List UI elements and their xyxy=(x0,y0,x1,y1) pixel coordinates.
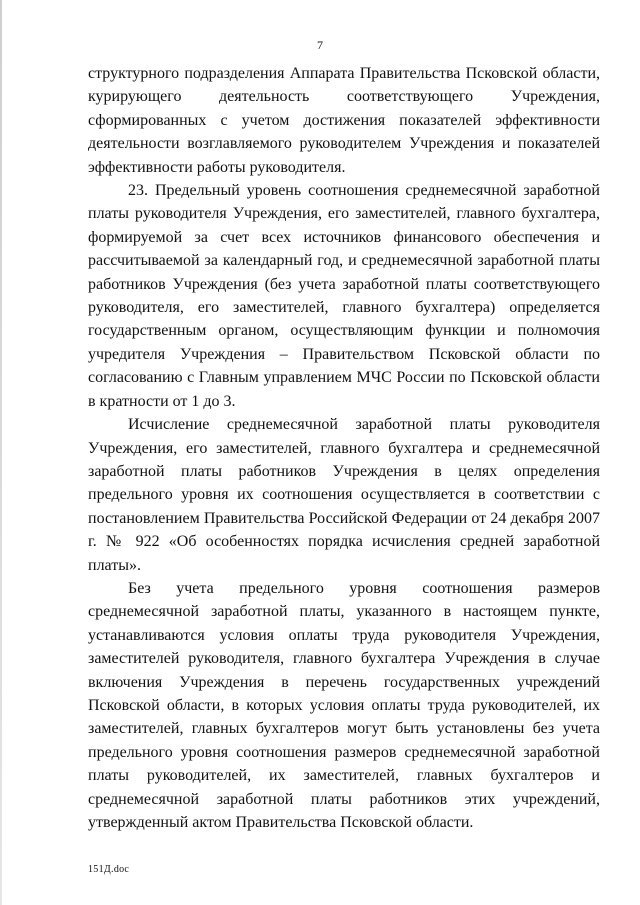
paragraph-item-23: 23. Предельный уровень соотношения среднемесячной заработной платы руководителя Учреждения, его заместителей, главного бухгалтера, формируемой за счет всех источников финансового обеспечения и рассчитываемой за календарный год, и среднемесячной заработной платы работников Учреждения (без учета заработной платы соответствующего руководителя, его заместителей, главного бухгалтера) определяется государственным органом, осуществляющим функции и полномочия учредителя Учреждения – Правительством Псковской области по согласованию с Главным управлением МЧС России по Псковской области в кратности от 1 до 3. xyxy=(88,182,600,410)
document-body xyxy=(88,62,600,834)
paragraph-continuation: структурного подразделения Аппарата Правительства Псковской области, курирующего деятельность соответствующего Учреждения, сформированных с учетом достижения показателей эффективности деятельности возглавляемого руководителем Учреждения и показателей эффективности работы руководителя. xyxy=(88,65,600,176)
footer-filename: 151Д.doc xyxy=(88,864,130,875)
paragraph-calculation: Исчисление среднемесячной заработной платы руководителя Учреждения, его заместителей, главного бухгалтера и среднемесячной заработной платы работников Учреждения в целях определения предельного уровня их соотношения осуществляется в соответствии с постановлением Правительства Российской Федерации от 24 декабря 2007 г. № 922 «Об особенностях порядка исчисления средней заработной платы». xyxy=(88,416,600,574)
scan-edge xyxy=(0,0,2,905)
paragraph-exception: Без учета предельного уровня соотношения размеров среднемесячной заработной платы, указанного в настоящем пункте, устанавливаются условия оплаты труда руководителя Учреждения, заместителей руководителя, главного бухгалтера Учреждения в случае включения Учреждения в перечень государственных учреждений Псковской области, в которых условия оплаты труда руководителей, их заместителей, главных бухгалтеров могут быть установлены без учета предельного уровня соотношения размеров среднемесячной заработной платы руководителей, их заместителей, главных бухгалтеров и среднемесячной заработной платы работников этих учреждений, утвержденный актом Правительства Псковской области. xyxy=(88,579,600,831)
page-number: 7 xyxy=(317,38,323,52)
